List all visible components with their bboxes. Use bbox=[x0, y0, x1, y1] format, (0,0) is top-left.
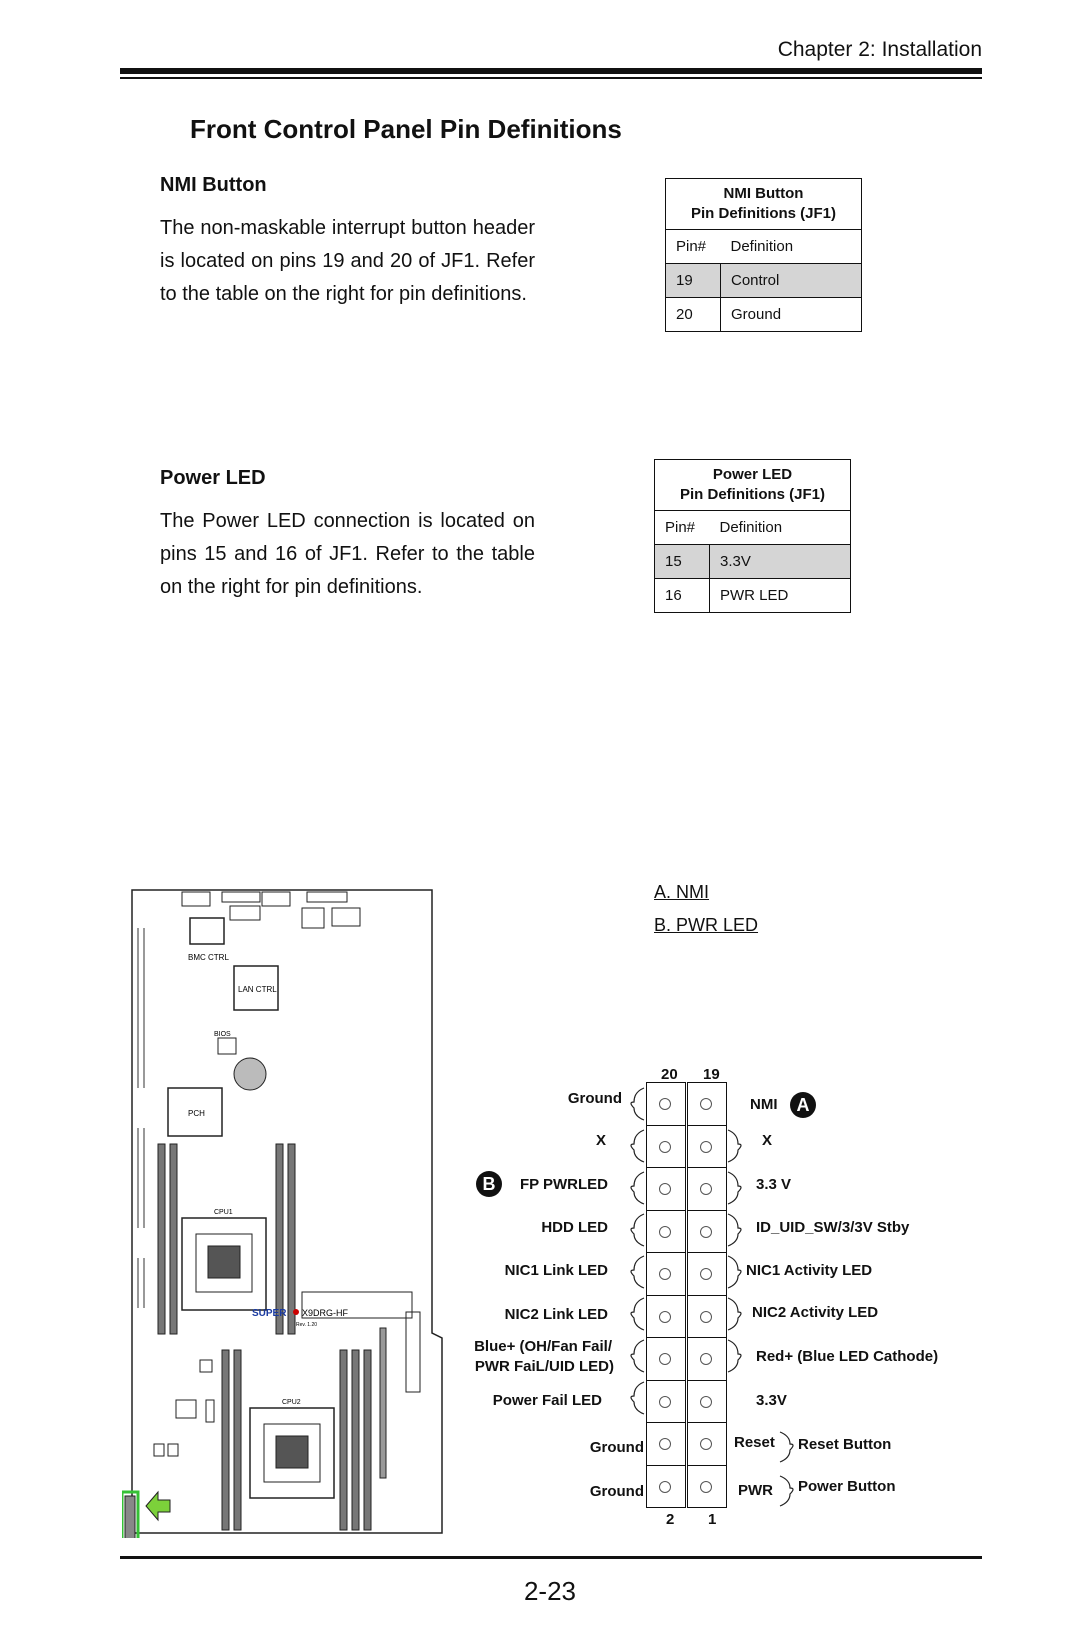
bmc-label: BMC CTRL bbox=[188, 953, 229, 962]
pin-label-pwr: PWR bbox=[738, 1482, 773, 1499]
pin-number-bottom-left: 2 bbox=[666, 1511, 675, 1528]
pin-label-nic2-link: NIC2 Link LED bbox=[504, 1306, 608, 1323]
pwrled-pin-table bbox=[654, 459, 851, 613]
pin-label-pwr-fail-uid: PWR FaiL/UID LED) bbox=[474, 1358, 614, 1375]
table-cell: 20 bbox=[666, 298, 721, 332]
pin-label-power-fail-led: Power Fail LED bbox=[492, 1392, 602, 1409]
pin-label-fp-pwrled: FP PWRLED bbox=[519, 1176, 608, 1193]
header-rule-thin bbox=[120, 77, 982, 79]
nmi-col-def: Definition bbox=[721, 230, 862, 264]
pin-label-nic1-link: NIC1 Link LED bbox=[504, 1262, 608, 1279]
motherboard-diagram bbox=[122, 888, 452, 1538]
pwrled-paragraph: The Power LED connection is located on pins 15 and 16 of JF1. Refer to the table on the right for pin definitions. bbox=[160, 510, 535, 598]
reset-pwr-brackets bbox=[774, 1428, 800, 1518]
pch-label: PCH bbox=[188, 1109, 205, 1118]
lan-label: LAN CTRL bbox=[238, 985, 277, 994]
footer-rule bbox=[120, 1556, 982, 1559]
chapter-header: Chapter 2: Installation bbox=[777, 38, 982, 61]
legend-nmi: A. NMI bbox=[654, 882, 710, 902]
badge-b: B bbox=[476, 1171, 502, 1197]
pin-label-3-3v-top: 3.3 V bbox=[756, 1176, 792, 1193]
pin-label-id-uid-sw: ID_UID_SW/3/3V Stby bbox=[756, 1219, 910, 1236]
pin-label-nmi: NMI bbox=[750, 1096, 778, 1113]
table-cell: 3.3V bbox=[710, 545, 851, 579]
pin-label-nic2-activity: NIC2 Activity LED bbox=[752, 1304, 879, 1321]
nmi-table-title: NMI Button Pin Definitions (JF1) bbox=[666, 179, 862, 230]
nmi-heading: NMI Button bbox=[160, 174, 267, 196]
pin-label-hdd-led: HDD LED bbox=[541, 1219, 608, 1236]
cpu1-label: CPU1 bbox=[214, 1209, 233, 1216]
table-cell: 16 bbox=[655, 579, 710, 613]
pin-label-x-left: X bbox=[595, 1132, 606, 1149]
table-cell: PWR LED bbox=[710, 579, 851, 613]
nmi-pin-table bbox=[665, 178, 862, 332]
rev-label: Rev. 1.20 bbox=[296, 1322, 318, 1328]
table-cell: Control bbox=[721, 264, 862, 298]
pwrled-col-pin: Pin# bbox=[655, 511, 710, 545]
pin-label-reset: Reset bbox=[734, 1434, 775, 1451]
pin-number-top-right: 19 bbox=[703, 1066, 720, 1083]
pin-label-ground-reset: Ground bbox=[589, 1439, 644, 1456]
pin-number-bottom-right: 1 bbox=[708, 1511, 717, 1528]
page-number: 2-23 bbox=[523, 1576, 577, 1606]
nmi-paragraph: The non-maskable interrupt button header is located on pins 19 and 20 of JF1. Refer to the table on the right for pin definitions. bbox=[160, 217, 535, 305]
brand-label: SUPER bbox=[252, 1308, 287, 1319]
pin-label-ground-pwr: Ground bbox=[589, 1483, 644, 1500]
header-rule bbox=[120, 68, 982, 74]
pin-number-top-left: 20 bbox=[661, 1066, 678, 1083]
bios-label: BIOS bbox=[214, 1031, 231, 1038]
pin-label-3-3v-bottom: 3.3V bbox=[756, 1392, 787, 1409]
pwrled-heading: Power LED bbox=[160, 467, 266, 489]
pin-label-x-right: X bbox=[762, 1132, 773, 1149]
nmi-col-pin: Pin# bbox=[666, 230, 721, 264]
pin-label-red-plus: Red+ (Blue LED Cathode) bbox=[756, 1348, 939, 1365]
model-label: X9DRG-HF bbox=[302, 1308, 349, 1318]
pin-label-blue-plus: Blue+ (OH/Fan Fail/ bbox=[474, 1338, 612, 1355]
badge-a: A bbox=[790, 1092, 816, 1118]
table-cell: 19 bbox=[666, 264, 721, 298]
table-cell: 15 bbox=[655, 545, 710, 579]
pin-label-power-button: Power Button bbox=[798, 1478, 896, 1495]
legend-pwrled: B. PWR LED bbox=[654, 915, 759, 935]
pin-label-reset-button: Reset Button bbox=[798, 1436, 892, 1453]
table-cell: Ground bbox=[721, 298, 862, 332]
pwrled-table-title: Power LED Pin Definitions (JF1) bbox=[655, 460, 851, 511]
cpu2-label: CPU2 bbox=[282, 1399, 301, 1406]
page-title: Front Control Panel Pin Definitions bbox=[190, 114, 622, 144]
pin-label-ground-top: Ground bbox=[567, 1090, 622, 1107]
pwrled-col-def: Definition bbox=[710, 511, 851, 545]
pin-label-nic1-activity: NIC1 Activity LED bbox=[746, 1262, 873, 1279]
